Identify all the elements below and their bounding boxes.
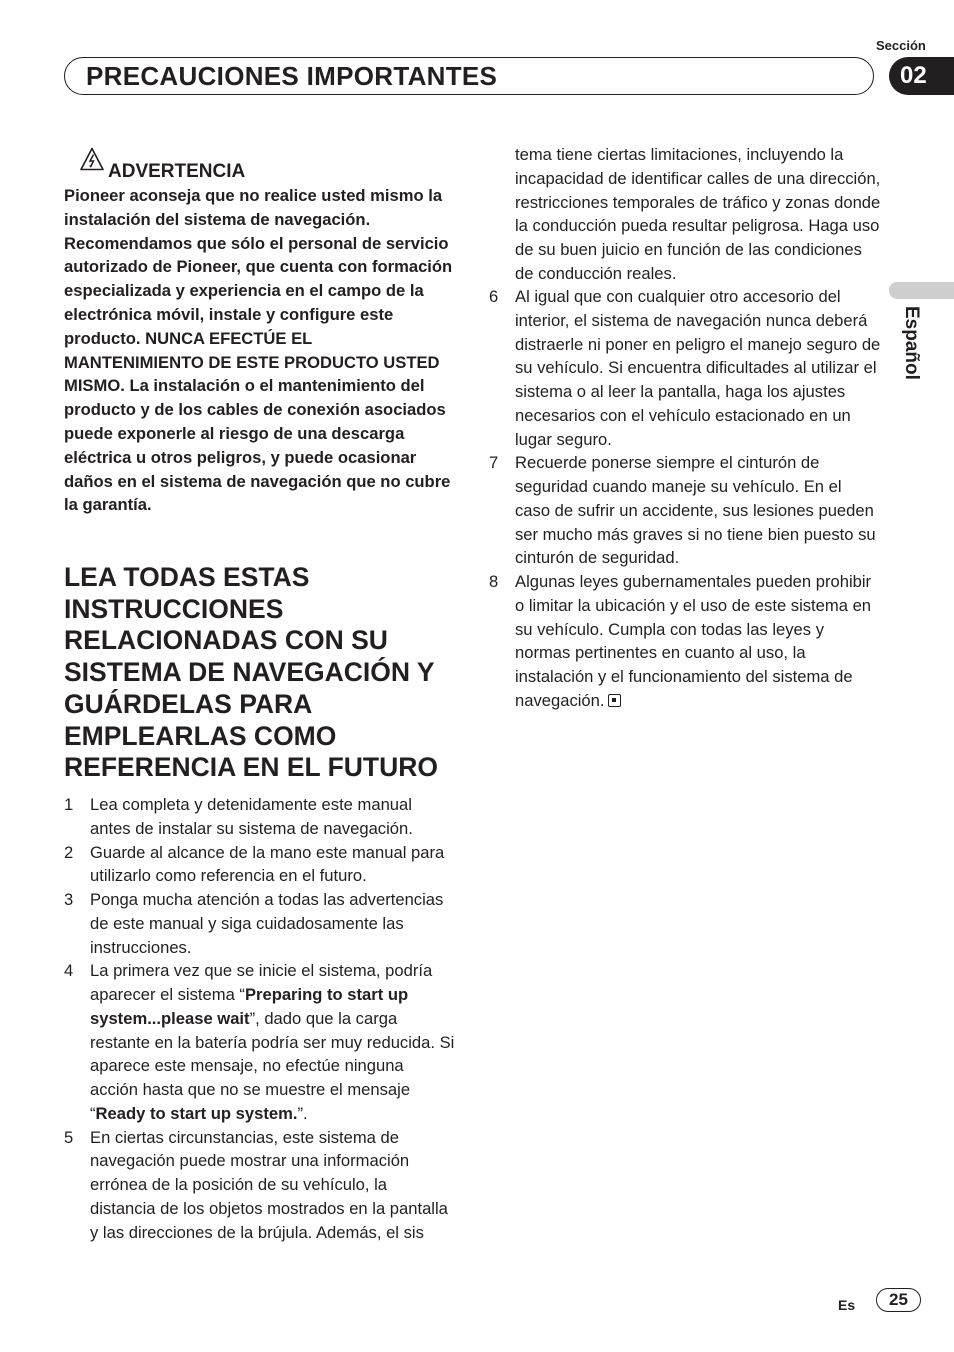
- footer-language-code: Es: [838, 1297, 856, 1313]
- instruction-list-right: [489, 285, 881, 713]
- list-item: [64, 959, 456, 1125]
- list-item: [64, 1126, 456, 1245]
- list-item-number: 7: [489, 453, 499, 473]
- list-item-number: 2: [64, 842, 74, 862]
- list-item: [64, 841, 456, 889]
- list-item-number: 8: [489, 572, 499, 591]
- system-message-preparing: Preparing to start up system...please wait: [90, 985, 409, 1028]
- list-item: [489, 570, 881, 713]
- list-item-text: Algunas leyes gubernamentales pueden prohibir o limitar la ubicación y el uso de este sistema en su vehículo. Cumpla con todas las leyes y normas pertinentes en cuanto al uso, la instalación y el funcionamiento del sistema de navegación.: [515, 572, 872, 710]
- list-item: [64, 793, 456, 841]
- list-item-text: Recuerde ponerse siempre el cinturón de seguridad cuando maneje su vehículo. En el caso de sufrir un accidente, sus lesiones pueden ser mucho más graves si no tiene bien puesto su cinturón de seguridad.: [515, 453, 876, 568]
- list-item-text: Al igual que con cualquier otro accesorio del interior, el sistema de navegación nunca deberá distraerle ni poner en peligro el manejo seguro de su vehículo. Si encuentra dificultades al utilizar el sistema o al leer la pantalla, haga los ajustes necesarios con el vehículo estacionado en un lugar seguro.: [515, 287, 881, 449]
- system-message-ready: Ready to start up system.: [95, 1103, 298, 1123]
- list-item-continuation: tema tiene ciertas limitaciones, incluyendo la incapacidad de identificar calles de una dirección, restricciones temporales de tráfico y zonas donde la conducción pueda resultar peligrosa. Haga uso de su buen juicio en función de las condiciones de conducción reales.: [515, 145, 881, 283]
- list-item-text: Lea completa y detenidamente este manual antes de instalar su sistema de navegación.: [90, 795, 413, 838]
- end-of-section-icon: [608, 694, 621, 707]
- list-item-number: 5: [64, 1127, 74, 1147]
- electric-shock-warning-icon: [80, 147, 104, 171]
- language-tab-label: Español: [901, 306, 922, 380]
- list-item: [489, 285, 881, 451]
- list-item-text: La primera vez que se inicie el sistema, podría aparecer el sistema “Preparing to start up system...please wait”, dado que la carga restante en la batería podría ser muy reducida. Si aparece este mensaje, no efectúe ninguna acción hasta que no se muestre el mensaje “Ready to start up system.”.: [90, 961, 455, 1123]
- warning-body: Pioneer aconseja que no realice usted mismo la instalación del sistema de navegación. Recomendamos que sólo el personal de servicio autorizado de Pioneer, que cuenta con formación especializada y experiencia en el campo de la electrónica móvil, instale y configure este producto. NUNCA EFECTÚE EL MANTENIMIENTO DE ESTE PRODUCTO USTED MISMO. La instalación o el mantenimiento del producto y de los cables de conexión asociados puede exponerle al riesgo de una descarga eléctrica u otros peligros, y puede ocasionar daños en el sistema de navegación que no cubre la garantía.: [64, 186, 453, 515]
- language-tab-marker: [889, 282, 954, 299]
- warning-title: ADVERTENCIA: [108, 161, 246, 182]
- page-number: 25: [876, 1288, 921, 1312]
- list-item-text: Ponga mucha atención a todas las advertencias de este manual y siga cuidadosamente las instrucciones.: [90, 890, 444, 957]
- section-heading: LEA TODAS ESTAS INSTRUCCIONES RELACIONADAS CON SU SISTEMA DE NAVEGACIÓN Y GUÁRDELAS PARA EMPLEARLAS COMO REFERENCIA EN EL FUTURO: [64, 562, 438, 783]
- list-item-number: 1: [64, 795, 74, 814]
- section-label: Sección: [876, 38, 926, 53]
- page-title: PRECAUCIONES IMPORTANTES: [86, 61, 498, 91]
- list-item-text: En ciertas circunstancias, este sistema de navegación puede mostrar una información errónea de la posición de su vehículo, la distancia de los objetos mostrados en la pantalla y las direcciones de la brújula. Además, el sis: [90, 1127, 448, 1242]
- list-item: [64, 888, 456, 959]
- list-item: [489, 451, 881, 570]
- list-item-number: 3: [64, 890, 74, 909]
- section-number-badge: 02: [889, 57, 954, 95]
- list-item-number: 4: [64, 961, 74, 981]
- list-item-number: 6: [489, 287, 499, 306]
- instruction-list-left: [64, 793, 456, 1244]
- list-item-text: Guarde al alcance de la mano este manual para utilizarlo como referencia en el futuro.: [90, 842, 445, 886]
